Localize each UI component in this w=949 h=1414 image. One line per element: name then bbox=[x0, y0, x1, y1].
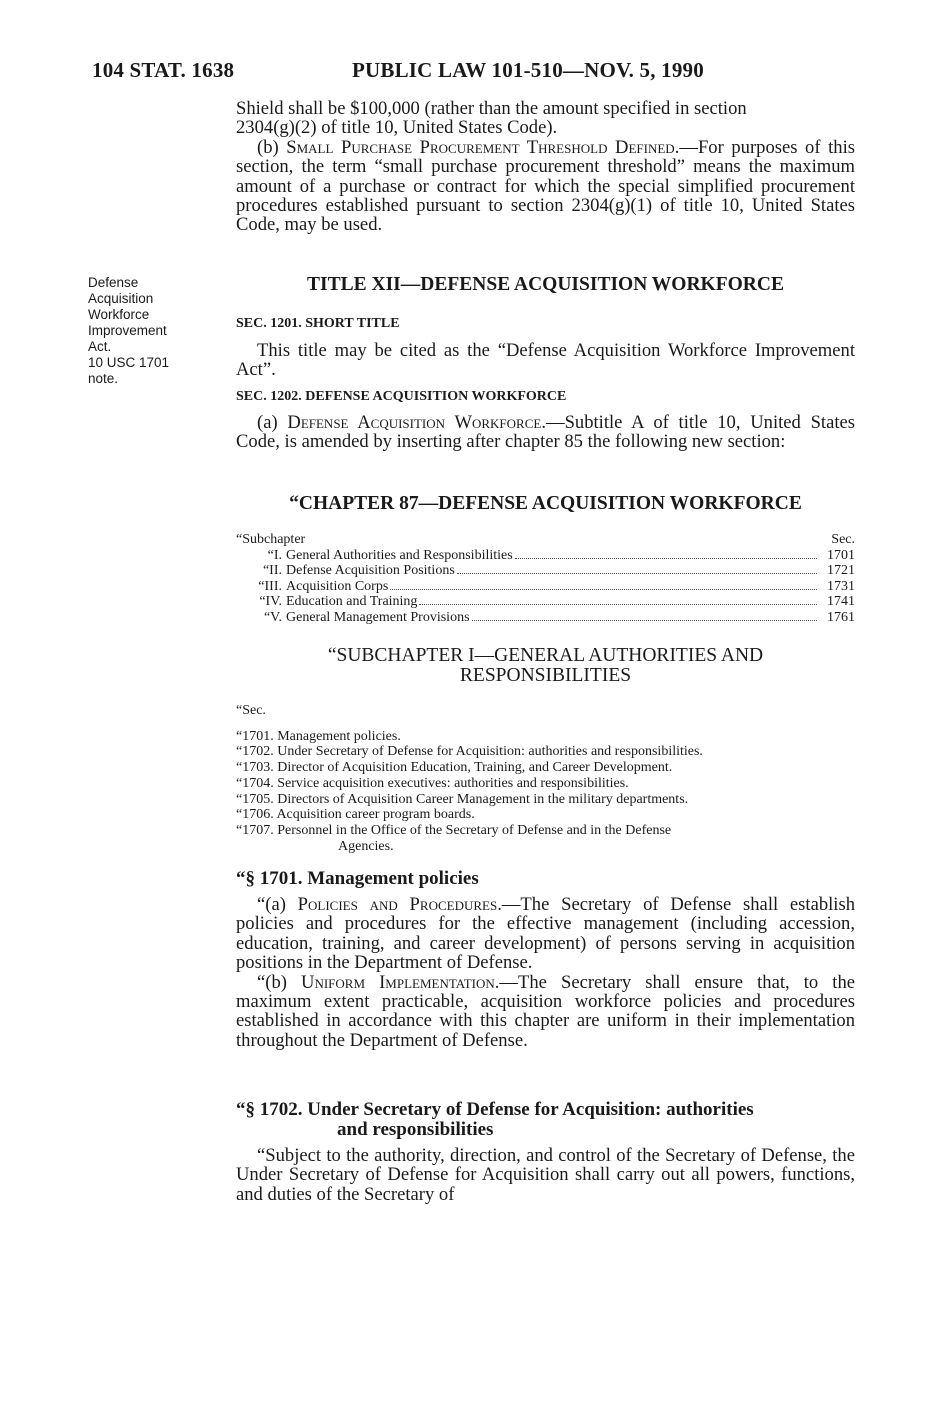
section-1702 bbox=[236, 1100, 855, 1204]
list-item-continuation: Agencies. bbox=[338, 838, 394, 854]
list-item: “1703. Director of Acquisition Education, Training, and Career Development. bbox=[236, 760, 673, 776]
list-item: “1707. Personnel in the Office of the Secretary of Defense and in the Defense bbox=[236, 822, 672, 838]
intro-line-1: Shield shall be $100,000 (rather than the amount specified in section bbox=[236, 98, 747, 119]
section-1702-heading-line-2: and responsibilities bbox=[337, 1119, 494, 1140]
para-b-small-purchase: (b) Small Purchase Procurement Threshold Defined.—For purposes of this section, the term “small purchase procurement threshold” means the maximum amount of a purchase or contract for which the special simplified procurement procedures established pursuant to section 2304(g)(1) of title 10, United States Code, may be used. bbox=[236, 136, 855, 236]
chapter-87-heading: “CHAPTER 87—DEFENSE ACQUISITION WORKFORCE bbox=[289, 493, 802, 514]
section-list-label: “Sec. bbox=[236, 703, 266, 718]
sec-1201 bbox=[236, 316, 855, 380]
toc-row: “V. General Management Provisions 1761 bbox=[263, 609, 855, 625]
section-list bbox=[236, 703, 855, 854]
section-1702-text: “Subject to the authority, direction, and control of the Secretary of Defense, the Under Secretary of Defense for Acquisition shall carry out all powers, functions, and duties of the Secretary of bbox=[236, 1145, 855, 1205]
running-header: PUBLIC LAW 101-510—NOV. 5, 1990 bbox=[352, 58, 704, 82]
sec-1202 bbox=[236, 389, 855, 452]
list-item: “1706. Acquisition career program boards. bbox=[236, 807, 475, 823]
toc-col-sec: Sec. bbox=[831, 532, 855, 547]
list-item: “1704. Service acquisition executives: authorities and responsibilities. bbox=[236, 775, 629, 791]
toc-row: “IV. Education and Training 1741 bbox=[259, 594, 855, 610]
para-b-heading: Small Purchase Procurement Threshold Defined bbox=[286, 136, 675, 158]
subchapter-table bbox=[236, 532, 855, 626]
toc-header-row bbox=[236, 532, 855, 548]
toc-row: “II. Defense Acquisition Positions 1721 bbox=[262, 563, 855, 579]
intro-section bbox=[236, 99, 855, 235]
page-stat-number: 104 STAT. 1638 bbox=[92, 58, 235, 82]
toc-col-subchapter: “Subchapter bbox=[236, 532, 306, 547]
sec-1201-heading: SEC. 1201. SHORT TITLE bbox=[236, 316, 400, 331]
chapter-87-heading-block bbox=[236, 493, 855, 515]
section-1701-para-a: “(a) Policies and Procedures.—The Secretary of Defense shall establish policies and procedures for the effective management (including accession, education, training, and career development) of persons serving in acquisition positions in the Department of Defense. bbox=[236, 894, 855, 974]
intro-line-2: 2304(g)(2) of title 10, United States Code). bbox=[236, 117, 558, 139]
section-1701-para-b: “(b) Uniform Implementation.—The Secretary shall ensure that, to the maximum extent practicable, acquisition workforce policies and procedures established in accordance with this chapter are uniform in their implementation throughout the Department of Defense. bbox=[236, 971, 855, 1051]
list-item: “1705. Directors of Acquisition Career Management in the military departments. bbox=[236, 791, 689, 807]
sec-1202-heading: SEC. 1202. DEFENSE ACQUISITION WORKFORCE bbox=[236, 389, 567, 404]
list-item: “1702. Under Secretary of Defense for Acquisition: authorities and responsibilities. bbox=[236, 744, 703, 760]
section-1702-heading-line-1: “§ 1702. Under Secretary of Defense for Acquisition: authorities bbox=[236, 1099, 754, 1120]
section-1701 bbox=[236, 868, 855, 1050]
title-xii-block bbox=[236, 274, 855, 296]
sec-1202-para-a: (a) Defense Acquisition Workforce.—Subtitle A of title 10, United States Code, is amended by inserting after chapter 85 the following new section: bbox=[236, 412, 855, 453]
toc-row: “III. Acquisition Corps 1731 bbox=[258, 578, 855, 594]
subchapter-i-heading: “SUBCHAPTER I—GENERAL AUTHORITIES AND RESPONSIBILITIES bbox=[327, 645, 764, 686]
title-xii-heading: TITLE XII—DEFENSE ACQUISITION WORKFORCE bbox=[307, 274, 784, 295]
section-1701-heading: “§ 1701. Management policies bbox=[236, 868, 479, 889]
toc-row: “I. General Authorities and Responsibilities 1701 bbox=[267, 547, 855, 563]
margin-note: Defense Acquisition Workforce Improvement Act. 10 USC 1701 note. bbox=[88, 275, 170, 386]
list-item: “1701. Management policies. bbox=[236, 728, 401, 744]
sec-1201-text: This title may be cited as the “Defense Acquisition Workforce Improvement Act”. bbox=[236, 340, 855, 381]
